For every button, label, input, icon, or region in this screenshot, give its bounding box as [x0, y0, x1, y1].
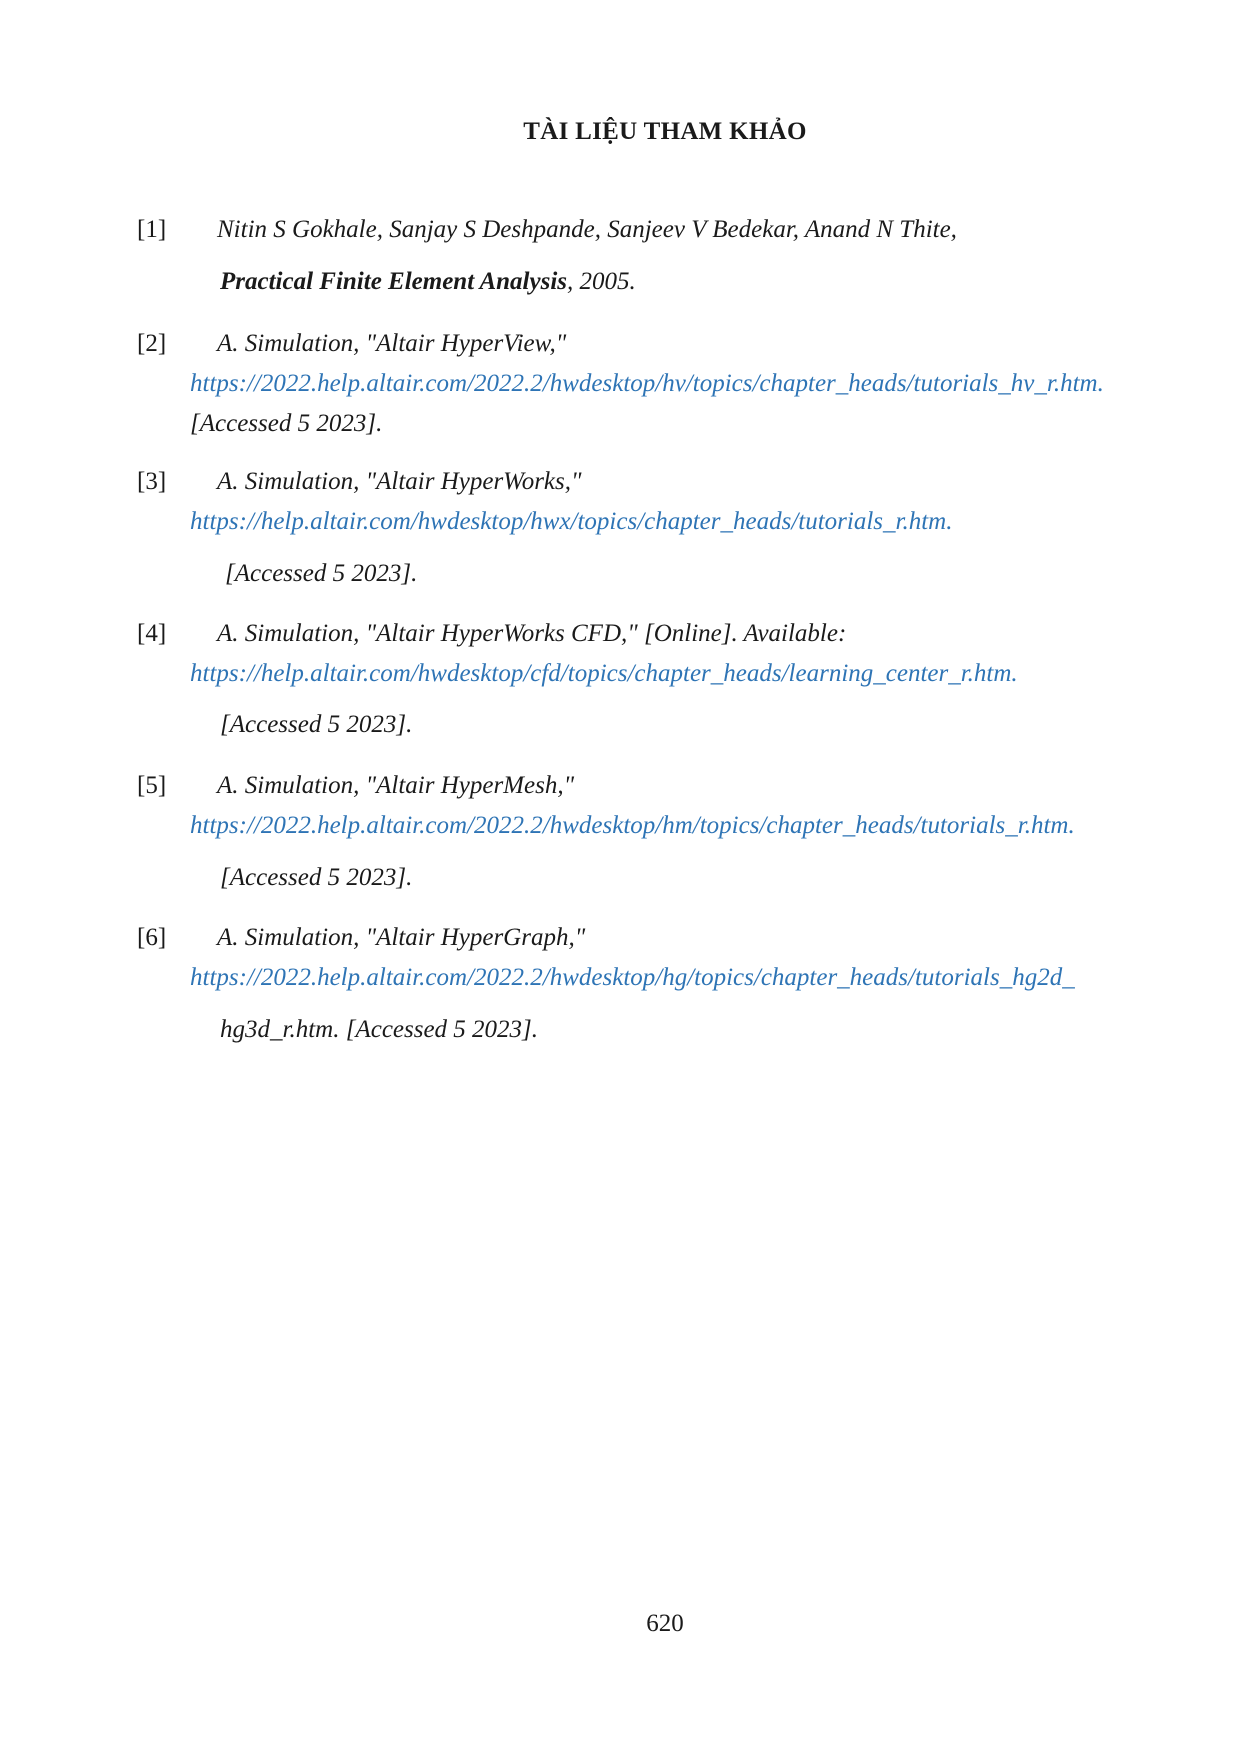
ref-text: A. Simulation, "Altair HyperMesh,": [217, 772, 575, 799]
ref-text: A. Simulation, "Altair HyperView,": [217, 330, 567, 357]
ref-book-tail: , 2005.: [567, 268, 636, 295]
ref-book: [220, 268, 636, 296]
page-number: 620: [646, 1610, 684, 1637]
ref-link[interactable]: https://2022.help.altair.com/2022.2/hwdesktop/hg/topics/chapter_heads/tutorials_hg2d_: [190, 964, 1075, 991]
ref-number: [4]: [137, 620, 167, 647]
ref-accessed: [Accessed 5 2023].: [190, 410, 383, 437]
ref-number: [1]: [137, 216, 167, 243]
ref-link[interactable]: https://help.altair.com/hwdesktop/cfd/topics/chapter_heads/learning_center_r.htm.: [190, 660, 1018, 687]
page-title: TÀI LIỆU THAM KHẢO: [523, 118, 807, 145]
ref-accessed: [Accessed 5 2023].: [345, 1016, 539, 1043]
ref-link-continuation: [220, 1016, 538, 1044]
ref-accessed: [Accessed 5 2023].: [220, 711, 413, 738]
ref-authors: Nitin S Gokhale, Sanjay S Deshpande, Sanjeev V Bedekar, Anand N Thite,: [217, 216, 957, 243]
ref-text: A. Simulation, "Altair HyperWorks CFD," [Online]. Available:: [217, 620, 847, 647]
ref-accessed: [Accessed 5 2023].: [220, 864, 413, 891]
ref-number: [5]: [137, 772, 167, 799]
ref-number: [6]: [137, 924, 167, 951]
ref-book-title: Practical Finite Element Analysis: [220, 268, 567, 295]
ref-number: [3]: [137, 468, 167, 495]
ref-number: [2]: [137, 330, 167, 357]
ref-text: A. Simulation, "Altair HyperWorks,": [217, 468, 582, 495]
ref-link[interactable]: https://help.altair.com/hwdesktop/hwx/topics/chapter_heads/tutorials_r.htm.: [190, 508, 953, 535]
ref-link[interactable]: https://2022.help.altair.com/2022.2/hwdesktop/hv/topics/chapter_heads/tutorials_hv_r.htm.: [190, 370, 1104, 397]
ref-text: A. Simulation, "Altair HyperGraph,": [217, 924, 586, 951]
ref-accessed: [Accessed 5 2023].: [225, 560, 418, 587]
ref-url-cont: hg3d_r.htm.: [220, 1016, 340, 1043]
ref-link[interactable]: https://2022.help.altair.com/2022.2/hwdesktop/hm/topics/chapter_heads/tutorials_r.htm.: [190, 812, 1075, 839]
